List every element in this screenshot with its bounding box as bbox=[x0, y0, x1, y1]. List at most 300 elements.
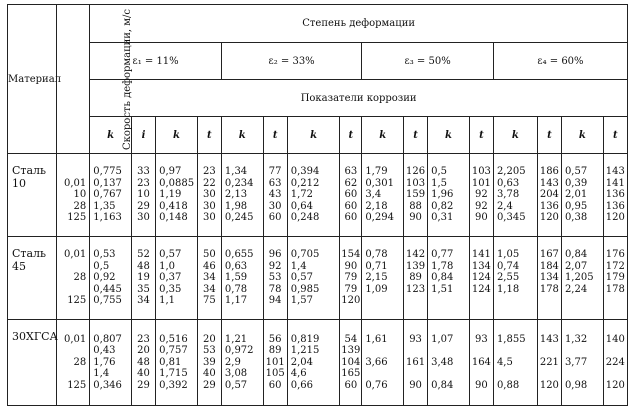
value-cell bbox=[221, 237, 263, 320]
cell-value: 120 bbox=[539, 212, 559, 224]
cell-value: 0,5 bbox=[431, 166, 448, 178]
value-cell bbox=[156, 154, 198, 237]
cell-value: 23 bbox=[202, 166, 216, 178]
cell-value: 20 bbox=[202, 333, 216, 345]
cell-value: 0,137 bbox=[93, 177, 122, 189]
cell-value: 79 bbox=[344, 283, 358, 295]
cell-value: 92 bbox=[475, 189, 488, 201]
cell-value: 93 bbox=[409, 333, 422, 345]
speed-value: 10 bbox=[73, 189, 87, 201]
cell-value bbox=[538, 368, 561, 380]
value-cell bbox=[197, 237, 221, 320]
value-cell bbox=[428, 154, 470, 237]
cell-value: 3,66 bbox=[365, 356, 388, 368]
speed-value: 28 bbox=[73, 272, 87, 284]
cell-value: 90 bbox=[409, 212, 422, 224]
cell-value: 159 bbox=[406, 189, 426, 201]
value-cell bbox=[362, 154, 404, 237]
cell-value: 30 bbox=[202, 212, 216, 224]
cell-value: 4,6 bbox=[290, 368, 307, 380]
cell-value: 34 bbox=[202, 283, 216, 295]
cell-value: 33 bbox=[137, 166, 150, 178]
material-cell: Сталь 45 bbox=[8, 237, 57, 320]
cell-value: 1,855 bbox=[496, 333, 526, 345]
cell-value bbox=[404, 295, 427, 307]
cell-value bbox=[497, 368, 537, 380]
cell-value: 164 bbox=[471, 356, 491, 368]
cell-value bbox=[470, 368, 493, 380]
cell-value: 0,37 bbox=[159, 272, 182, 284]
cell-value: 176 bbox=[605, 249, 625, 261]
cell-value: 0,345 bbox=[496, 212, 526, 224]
value-cell bbox=[197, 154, 221, 237]
cell-value: 60 bbox=[268, 212, 282, 224]
cell-value: 0,418 bbox=[159, 200, 188, 212]
cell-value: 2,07 bbox=[564, 260, 588, 272]
speed-cell bbox=[57, 154, 90, 237]
cell-value bbox=[470, 345, 493, 357]
material-cell: Сталь 10 bbox=[8, 154, 57, 237]
cell-value: 3,78 bbox=[496, 189, 520, 201]
sub-header-row bbox=[8, 117, 628, 154]
value-cell bbox=[404, 154, 428, 237]
cell-value: 120 bbox=[539, 379, 559, 391]
cell-value: 0,92 bbox=[93, 272, 116, 284]
cell-value bbox=[365, 368, 403, 380]
cell-value: 1,163 bbox=[93, 212, 122, 224]
cell-value: 0,767 bbox=[93, 189, 122, 201]
cell-value: 0,95 bbox=[564, 200, 588, 212]
value-cell bbox=[221, 154, 263, 237]
table-row bbox=[8, 320, 628, 406]
cell-value: 29 bbox=[137, 379, 150, 391]
cell-value: 142 bbox=[406, 249, 426, 261]
cell-value: 60 bbox=[344, 200, 358, 212]
cell-value: 103 bbox=[471, 166, 491, 178]
sub-header-cell: k bbox=[287, 117, 340, 154]
cell-value: 204 bbox=[539, 189, 559, 201]
cell-value: 1,35 bbox=[93, 200, 116, 212]
cell-value: 1,76 bbox=[93, 356, 116, 368]
cell-value: 101 bbox=[265, 356, 285, 368]
value-cell bbox=[537, 320, 561, 406]
cell-value: 3,08 bbox=[224, 368, 248, 380]
speed-value bbox=[57, 368, 86, 380]
header-eps2: ε₂ = 33% bbox=[221, 43, 361, 80]
sub-header-cell: t bbox=[340, 117, 362, 154]
value-cell bbox=[561, 154, 603, 237]
cell-value: 0,655 bbox=[224, 249, 254, 261]
cell-value: 92 bbox=[268, 260, 282, 272]
cell-value: 3,48 bbox=[431, 356, 454, 368]
cell-value: 3,77 bbox=[564, 356, 588, 368]
cell-value: 1,5 bbox=[431, 177, 448, 189]
cell-value: 0,88 bbox=[496, 379, 520, 391]
value-cell bbox=[603, 154, 627, 237]
value-cell bbox=[340, 237, 362, 320]
cell-value: 0,66 bbox=[290, 379, 313, 391]
cell-value: 2,04 bbox=[290, 356, 313, 368]
cell-value: 92 bbox=[475, 200, 488, 212]
cell-value: 10 bbox=[137, 189, 150, 201]
cell-value: 0,394 bbox=[290, 166, 320, 178]
speed-value: 28 bbox=[73, 200, 87, 212]
cell-value bbox=[365, 345, 403, 357]
cell-value: 221 bbox=[539, 356, 559, 368]
cell-value: 2,55 bbox=[496, 272, 520, 284]
cell-value: 0,234 bbox=[224, 177, 254, 189]
cell-value: 20 bbox=[137, 345, 150, 357]
value-cell bbox=[131, 320, 155, 406]
speed-value bbox=[57, 345, 86, 357]
value-cell bbox=[263, 320, 287, 406]
header-eps1: ε₁ = 11% bbox=[90, 43, 222, 80]
cell-value: 2,15 bbox=[365, 272, 388, 284]
cell-value: 0,84 bbox=[431, 379, 454, 391]
cell-value: 0,57 bbox=[224, 379, 248, 391]
cell-value: 136 bbox=[605, 189, 625, 201]
value-cell bbox=[90, 320, 132, 406]
cell-value: 0,0885 bbox=[159, 177, 195, 189]
sub-header-cell: k bbox=[362, 117, 404, 154]
cell-value: 101 bbox=[471, 177, 491, 189]
cell-value: 2,18 bbox=[365, 200, 388, 212]
value-cell bbox=[537, 237, 561, 320]
speed-value: 0,01 bbox=[64, 177, 87, 189]
cell-value: 50 bbox=[202, 249, 216, 261]
cell-value: 140 bbox=[605, 333, 625, 345]
cell-value: 120 bbox=[341, 295, 361, 307]
header-speed: Скорость деформации, м/с bbox=[57, 5, 90, 154]
cell-value: 1,34 bbox=[224, 166, 248, 178]
material-cell: 30ХГСА bbox=[8, 320, 57, 406]
value-cell bbox=[221, 320, 263, 406]
cell-value: 40 bbox=[137, 368, 150, 380]
value-cell bbox=[493, 154, 537, 237]
cell-value: 46 bbox=[202, 260, 216, 272]
header-deformation-degree: Степень деформации bbox=[90, 5, 628, 43]
speed-value: 28 bbox=[73, 356, 87, 368]
cell-value: 0,245 bbox=[224, 212, 254, 224]
cell-value: 60 bbox=[268, 379, 282, 391]
cell-value: 167 bbox=[539, 249, 559, 261]
cell-value bbox=[431, 368, 469, 380]
cell-value: 0,392 bbox=[159, 379, 188, 391]
value-cell bbox=[493, 237, 537, 320]
table-row bbox=[8, 237, 628, 320]
cell-value: 103 bbox=[406, 177, 426, 189]
value-cell bbox=[197, 320, 221, 406]
table-body bbox=[8, 154, 628, 406]
value-cell bbox=[469, 237, 493, 320]
speed-value: 125 bbox=[67, 379, 87, 391]
value-cell bbox=[537, 154, 561, 237]
cell-value: 90 bbox=[475, 212, 488, 224]
cell-value: 0,71 bbox=[365, 260, 388, 272]
cell-value: 88 bbox=[409, 200, 422, 212]
cell-value: 0,294 bbox=[365, 212, 394, 224]
cell-value: 90 bbox=[409, 379, 422, 391]
cell-value: 96 bbox=[268, 249, 282, 261]
speed-cell bbox=[57, 320, 90, 406]
cell-value: 120 bbox=[605, 212, 625, 224]
value-cell bbox=[340, 320, 362, 406]
cell-value: 139 bbox=[406, 260, 426, 272]
sub-header-cell: k bbox=[428, 117, 470, 154]
cell-value: 224 bbox=[605, 356, 625, 368]
speed-value: 125 bbox=[67, 212, 87, 224]
cell-value: 143 bbox=[539, 333, 559, 345]
sub-header-cell: k bbox=[221, 117, 263, 154]
cell-value: 0,63 bbox=[496, 177, 520, 189]
cell-value: 104 bbox=[341, 356, 361, 368]
value-cell bbox=[340, 154, 362, 237]
cell-value: 126 bbox=[406, 166, 426, 178]
sub-header-cell: k bbox=[156, 117, 198, 154]
cell-value: 43 bbox=[268, 189, 282, 201]
cell-value: 154 bbox=[341, 249, 361, 261]
cell-value: 1,96 bbox=[431, 189, 454, 201]
cell-value: 0,248 bbox=[290, 212, 320, 224]
cell-value: 1,61 bbox=[365, 333, 388, 345]
cell-value: 0,43 bbox=[93, 345, 116, 357]
cell-value: 30 bbox=[268, 200, 282, 212]
cell-value: 93 bbox=[475, 333, 488, 345]
cell-value: 0,76 bbox=[365, 379, 388, 391]
speed-value: 0,01 bbox=[64, 249, 87, 261]
cell-value: 0,84 bbox=[431, 272, 454, 284]
cell-value: 0,38 bbox=[564, 212, 588, 224]
value-cell bbox=[404, 320, 428, 406]
cell-value: 0,775 bbox=[93, 166, 122, 178]
cell-value: 34 bbox=[137, 295, 150, 307]
header-eps3: ε₃ = 50% bbox=[362, 43, 494, 80]
value-cell bbox=[90, 237, 132, 320]
table-row bbox=[8, 154, 628, 237]
cell-value: 40 bbox=[202, 368, 216, 380]
speed-value: 0,01 bbox=[64, 333, 87, 345]
cell-value: 1,98 bbox=[224, 200, 248, 212]
cell-value: 30 bbox=[202, 200, 216, 212]
cell-value bbox=[565, 368, 603, 380]
cell-value: 0,148 bbox=[159, 212, 188, 224]
cell-value: 0,35 bbox=[159, 283, 182, 295]
cell-value: 1,05 bbox=[496, 249, 520, 261]
cell-value: 1,18 bbox=[496, 283, 520, 295]
cell-value: 1,59 bbox=[224, 272, 248, 284]
cell-value: 0,5 bbox=[93, 260, 110, 272]
cell-value: 0,98 bbox=[564, 379, 588, 391]
cell-value: 136 bbox=[605, 200, 625, 212]
cell-value: 1,21 bbox=[224, 333, 248, 345]
cell-value: 52 bbox=[137, 249, 150, 261]
cell-value: 134 bbox=[471, 260, 491, 272]
cell-value: 39 bbox=[202, 356, 216, 368]
value-cell bbox=[156, 320, 198, 406]
cell-value: 0,82 bbox=[431, 200, 454, 212]
cell-value: 0,84 bbox=[564, 249, 588, 261]
value-cell bbox=[362, 320, 404, 406]
cell-value: 0,985 bbox=[290, 283, 320, 295]
cell-value: 4,5 bbox=[496, 356, 513, 368]
value-cell bbox=[90, 154, 132, 237]
cell-value: 1,0 bbox=[159, 260, 175, 272]
cell-value: 124 bbox=[471, 283, 491, 295]
cell-value: 23 bbox=[137, 333, 150, 345]
cell-value: 0,77 bbox=[431, 249, 454, 261]
cell-value: 34 bbox=[202, 272, 216, 284]
cell-value: 1,1 bbox=[159, 295, 175, 307]
speed-value bbox=[57, 166, 86, 178]
cell-value: 165 bbox=[341, 368, 361, 380]
cell-value: 1,215 bbox=[290, 345, 320, 357]
cell-value: 186 bbox=[539, 166, 559, 178]
value-cell bbox=[287, 154, 340, 237]
cell-value: 0,57 bbox=[564, 166, 588, 178]
speed-value bbox=[57, 284, 86, 296]
cell-value: 1,79 bbox=[365, 166, 388, 178]
cell-value: 62 bbox=[344, 177, 358, 189]
header-eps4: ε₄ = 60% bbox=[493, 43, 627, 80]
cell-value: 123 bbox=[406, 283, 426, 295]
cell-value: 2,01 bbox=[564, 189, 588, 201]
cell-value bbox=[565, 295, 603, 307]
cell-value: 172 bbox=[605, 260, 625, 272]
cell-value: 1,4 bbox=[93, 368, 110, 380]
value-cell bbox=[287, 237, 340, 320]
cell-value: 48 bbox=[137, 260, 150, 272]
cell-value: 136 bbox=[539, 200, 559, 212]
cell-value: 0,757 bbox=[159, 345, 188, 357]
cell-value bbox=[431, 345, 469, 357]
cell-value: 124 bbox=[471, 272, 491, 284]
cell-value: 53 bbox=[202, 345, 216, 357]
cell-value: 1,19 bbox=[159, 189, 182, 201]
cell-value: 0,31 bbox=[431, 212, 454, 224]
cell-value: 0,516 bbox=[159, 333, 188, 345]
cell-value: 105 bbox=[265, 368, 285, 380]
value-cell bbox=[469, 154, 493, 237]
value-cell bbox=[561, 320, 603, 406]
sub-header-cell: t bbox=[603, 117, 627, 154]
value-cell bbox=[263, 154, 287, 237]
cell-value: 0,81 bbox=[159, 356, 182, 368]
cell-value: 3,4 bbox=[365, 189, 382, 201]
cell-value: 161 bbox=[406, 356, 426, 368]
cell-value: 1,78 bbox=[431, 260, 454, 272]
sub-header-cell: k bbox=[493, 117, 537, 154]
cell-value bbox=[404, 368, 427, 380]
value-cell bbox=[131, 154, 155, 237]
cell-value: 120 bbox=[605, 379, 625, 391]
cell-value: 0,212 bbox=[290, 177, 320, 189]
cell-value: 60 bbox=[344, 212, 358, 224]
cell-value bbox=[404, 345, 427, 357]
header-material: Материал bbox=[8, 5, 57, 154]
cell-value bbox=[365, 295, 403, 307]
cell-value: 1,07 bbox=[431, 333, 454, 345]
sub-header-cell: t bbox=[404, 117, 428, 154]
cell-value: 1,51 bbox=[431, 283, 454, 295]
value-cell bbox=[561, 237, 603, 320]
cell-value: 0,57 bbox=[159, 249, 182, 261]
cell-value: 0,445 bbox=[93, 283, 122, 295]
cell-value: 0,53 bbox=[93, 249, 116, 261]
speed-cell bbox=[57, 237, 90, 320]
cell-value bbox=[565, 345, 603, 357]
sub-header-cell: t bbox=[537, 117, 561, 154]
value-cell bbox=[131, 237, 155, 320]
cell-value: 94 bbox=[268, 295, 282, 307]
header-corrosion-indicators: Показатели коррозии bbox=[90, 80, 628, 117]
cell-value: 141 bbox=[605, 177, 625, 189]
cell-value: 30 bbox=[202, 189, 216, 201]
cell-value: 1,57 bbox=[290, 295, 313, 307]
cell-value: 54 bbox=[344, 333, 358, 345]
value-cell bbox=[603, 320, 627, 406]
cell-value: 0,346 bbox=[93, 379, 122, 391]
value-cell bbox=[469, 320, 493, 406]
cell-value: 178 bbox=[605, 283, 625, 295]
cell-value: 0,807 bbox=[93, 333, 122, 345]
cell-value bbox=[604, 345, 627, 357]
value-cell bbox=[493, 320, 537, 406]
cell-value: 1,715 bbox=[159, 368, 188, 380]
corrosion-table bbox=[7, 4, 628, 406]
cell-value: 1,17 bbox=[224, 295, 248, 307]
cell-value: 178 bbox=[539, 283, 559, 295]
cell-value: 0,819 bbox=[290, 333, 320, 345]
cell-value: 1,72 bbox=[290, 189, 313, 201]
cell-value: 35 bbox=[137, 283, 150, 295]
cell-value: 89 bbox=[268, 345, 282, 357]
speed-value: 125 bbox=[67, 295, 87, 307]
cell-value bbox=[538, 295, 561, 307]
value-cell bbox=[362, 237, 404, 320]
cell-value: 77 bbox=[268, 166, 282, 178]
cell-value: 60 bbox=[344, 379, 358, 391]
cell-value: 2,13 bbox=[224, 189, 248, 201]
cell-value: 0,64 bbox=[290, 200, 313, 212]
cell-value: 0,755 bbox=[93, 295, 122, 307]
cell-value: 56 bbox=[268, 333, 282, 345]
cell-value: 0,97 bbox=[159, 166, 182, 178]
cell-value: 0,301 bbox=[365, 177, 394, 189]
value-cell bbox=[287, 320, 340, 406]
cell-value: 0,972 bbox=[224, 345, 254, 357]
cell-value bbox=[431, 295, 469, 307]
value-cell bbox=[263, 237, 287, 320]
cell-value: 29 bbox=[137, 200, 150, 212]
cell-value: 1,205 bbox=[564, 272, 594, 284]
cell-value: 90 bbox=[344, 260, 358, 272]
cell-value: 184 bbox=[539, 260, 559, 272]
cell-value bbox=[604, 368, 627, 380]
cell-value: 0,57 bbox=[290, 272, 313, 284]
sub-header-cell: k bbox=[90, 117, 132, 154]
cell-value: 2,205 bbox=[496, 166, 526, 178]
cell-value bbox=[538, 345, 561, 357]
cell-value bbox=[470, 295, 493, 307]
cell-value bbox=[497, 345, 537, 357]
cell-value: 63 bbox=[344, 166, 358, 178]
cell-value: 139 bbox=[341, 345, 361, 357]
cell-value: 89 bbox=[409, 272, 422, 284]
cell-value: 63 bbox=[268, 177, 282, 189]
cell-value: 1,09 bbox=[365, 283, 388, 295]
cell-value: 79 bbox=[344, 272, 358, 284]
cell-value: 19 bbox=[137, 272, 150, 284]
